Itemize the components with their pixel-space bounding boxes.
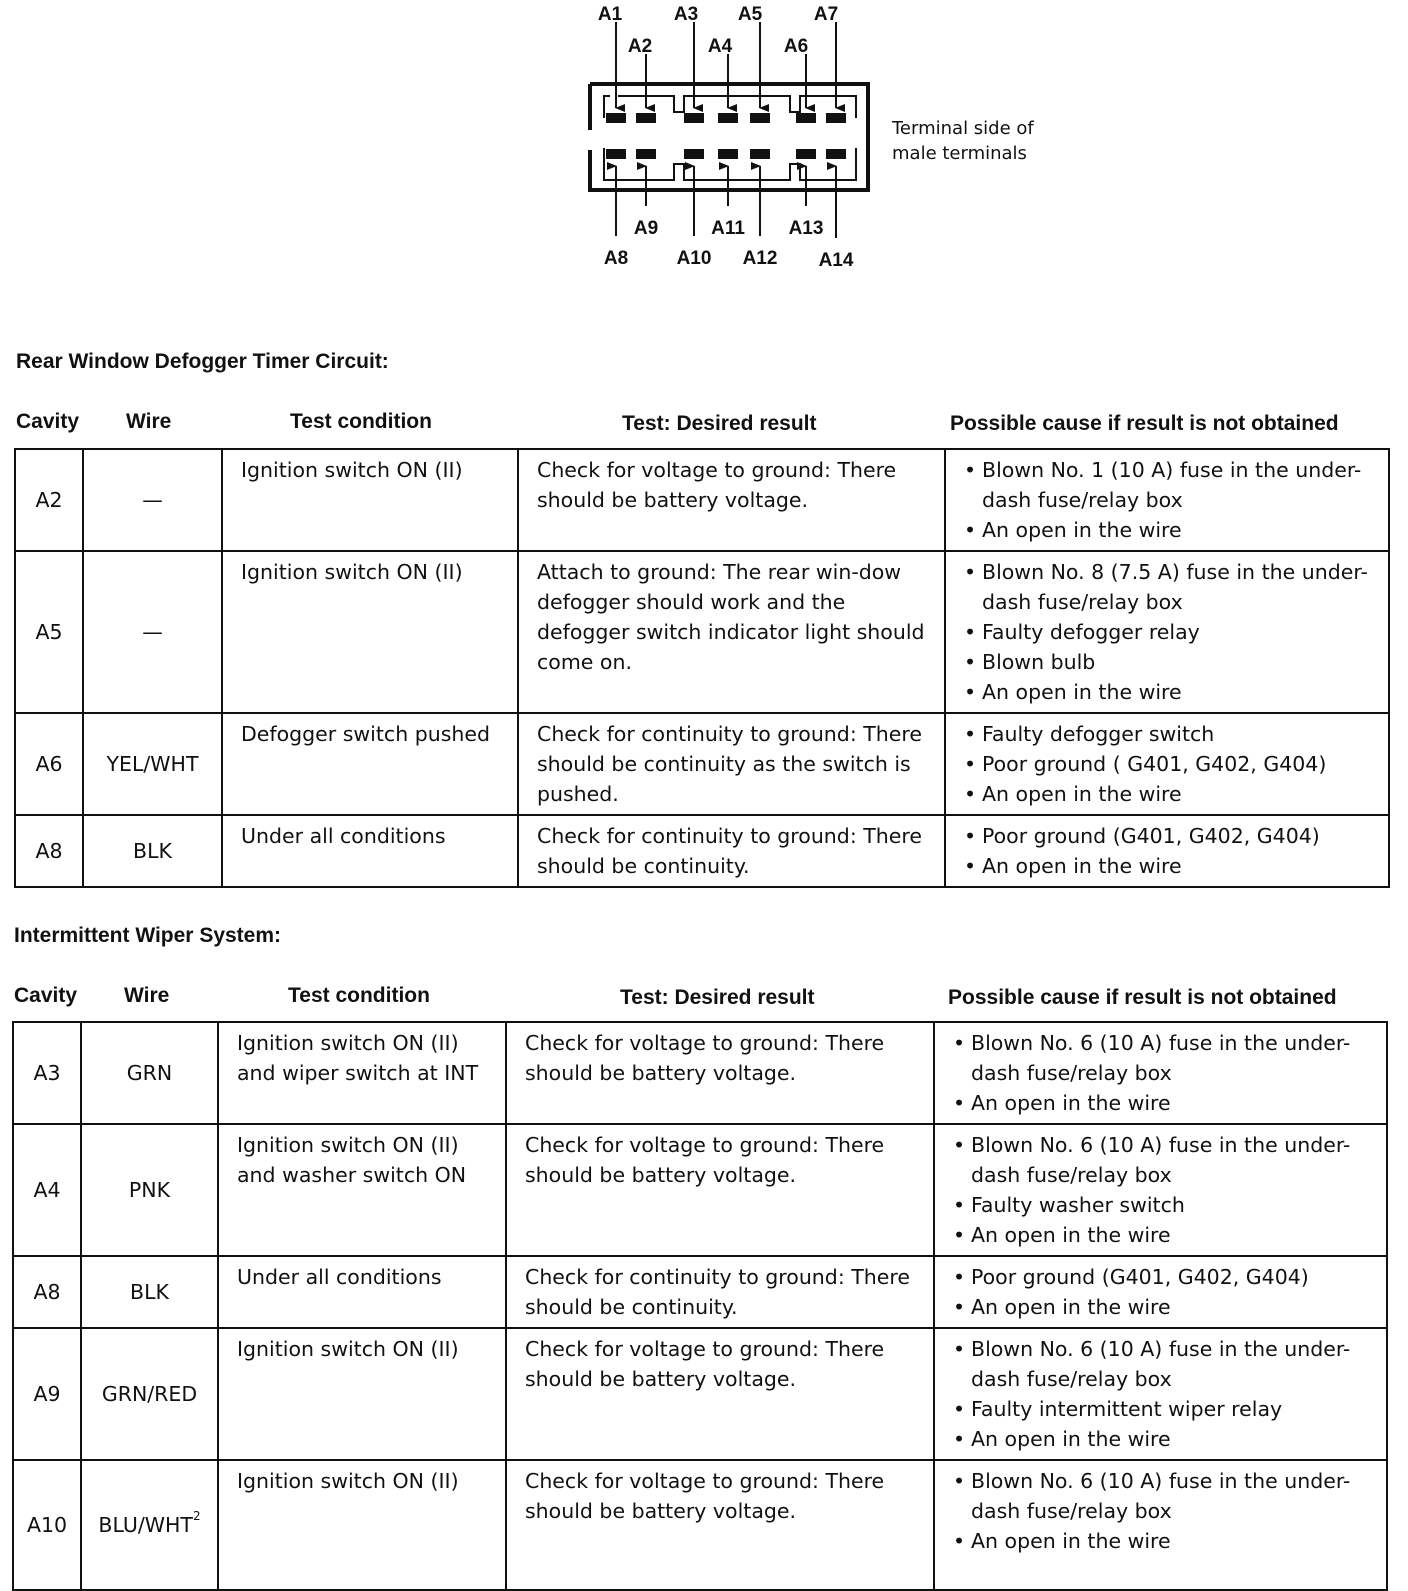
wire-cell: BLK xyxy=(81,1256,218,1328)
col-head-cavity: Cavity xyxy=(16,410,80,433)
result-cell: Attach to ground: The rear win-dow defogger should work and the defogger switch indicator light should come on. xyxy=(518,551,945,713)
condition-cell: Under all conditions xyxy=(222,815,518,887)
cause-list xyxy=(953,1028,1376,1118)
wire-cell: BLU/WHT$^2$ xyxy=(81,1460,218,1590)
pin-label-A5: A5 xyxy=(737,4,763,25)
table-row xyxy=(13,1460,1387,1590)
pin-label-A12: A12 xyxy=(742,248,778,269)
list-item: • An open in the wire xyxy=(964,779,1378,809)
pin-row-bottom xyxy=(606,149,846,159)
condition-cell: Ignition switch ON (II) and washer switch ON xyxy=(218,1124,506,1256)
col-head-causes: Possible cause if result is not obtained xyxy=(948,986,1337,1009)
pin-top-A7 xyxy=(826,113,846,123)
col-head-wire: Wire xyxy=(124,984,170,1007)
causes-cell xyxy=(934,1328,1387,1460)
causes-cell xyxy=(945,713,1389,815)
list-item: • Poor ground (G401, G402, G404) xyxy=(964,821,1378,851)
result-cell: Check for voltage to ground: There should be battery voltage. xyxy=(506,1124,934,1256)
cause-list xyxy=(953,1334,1376,1454)
col-head-cavity: Cavity xyxy=(14,984,78,1007)
table-row xyxy=(13,1256,1387,1328)
col-head-result: Test: Desired result xyxy=(620,986,815,1009)
pin-bottom-A11 xyxy=(718,149,738,159)
col-head-condition: Test condition xyxy=(288,984,430,1007)
result-cell: Check for continuity to ground: There should be continuity as the switch is pushed. xyxy=(518,713,945,815)
condition-cell: Ignition switch ON (II) xyxy=(222,551,518,713)
cause-list xyxy=(953,1466,1376,1556)
cause-list xyxy=(953,1262,1376,1322)
condition-cell: Ignition switch ON (II) and wiper switch at INT xyxy=(218,1022,506,1124)
pin-label-A8: A8 xyxy=(603,248,629,269)
table-row xyxy=(13,1022,1387,1124)
connector-diagram xyxy=(560,0,1080,280)
pin-top-A6 xyxy=(796,113,816,123)
pin-bottom-A10 xyxy=(684,149,704,159)
pin-label-A13: A13 xyxy=(788,218,824,239)
pin-label-A1: A1 xyxy=(597,4,623,25)
table-row xyxy=(13,1328,1387,1460)
causes-cell xyxy=(934,1124,1387,1256)
col-head-causes: Possible cause if result is not obtained xyxy=(950,412,1339,435)
result-cell: Check for voltage to ground: There should be battery voltage. xyxy=(518,449,945,551)
diagram-caption-line2: male terminals xyxy=(892,143,1027,164)
list-item: • Blown No. 1 (10 A) fuse in the under-dash fuse/relay box xyxy=(964,455,1378,515)
causes-cell xyxy=(945,449,1389,551)
wire-cell: — xyxy=(83,449,222,551)
condition-cell: Under all conditions xyxy=(218,1256,506,1328)
pin-label-A9: A9 xyxy=(633,218,659,239)
list-item: • Poor ground (G401, G402, G404) xyxy=(953,1262,1376,1292)
list-item: • Faulty washer switch xyxy=(953,1190,1376,1220)
pin-top-A3 xyxy=(684,113,704,123)
condition-cell: Ignition switch ON (II) xyxy=(218,1328,506,1460)
pin-label-A14: A14 xyxy=(818,250,854,271)
list-item: • Blown No. 6 (10 A) fuse in the under-dash fuse/relay box xyxy=(953,1466,1376,1526)
condition-cell: Ignition switch ON (II) xyxy=(218,1460,506,1590)
pin-bottom-A9 xyxy=(636,149,656,159)
cause-list xyxy=(964,557,1378,707)
list-item: • An open in the wire xyxy=(953,1220,1376,1250)
list-item: • Blown No. 6 (10 A) fuse in the under-dash fuse/relay box xyxy=(953,1334,1376,1394)
cavity-cell: A2 xyxy=(15,449,83,551)
causes-cell xyxy=(945,815,1389,887)
pin-labels xyxy=(598,4,854,271)
table-row xyxy=(15,551,1389,713)
defogger-table xyxy=(14,448,1390,888)
pin-label-A4: A4 xyxy=(707,36,733,57)
condition-cell: Defogger switch pushed xyxy=(222,713,518,815)
pin-label-A10: A10 xyxy=(676,248,712,269)
condition-cell: Ignition switch ON (II) xyxy=(222,449,518,551)
causes-cell xyxy=(934,1256,1387,1328)
table-row xyxy=(15,449,1389,551)
cause-list xyxy=(953,1130,1376,1250)
pin-top-A2 xyxy=(636,113,656,123)
list-item: • Blown No. 8 (7.5 A) fuse in the under-dash fuse/relay box xyxy=(964,557,1378,617)
col-head-condition: Test condition xyxy=(290,410,432,433)
list-item: • An open in the wire xyxy=(953,1088,1376,1118)
section-title-defogger: Rear Window Defogger Timer Circuit: xyxy=(16,350,389,373)
section-title-wiper: Intermittent Wiper System: xyxy=(14,924,282,947)
list-item: • Blown No. 6 (10 A) fuse in the under-dash fuse/relay box xyxy=(953,1028,1376,1088)
cavity-cell: A8 xyxy=(13,1256,81,1328)
pin-bottom-A12 xyxy=(750,149,770,159)
result-cell: Check for voltage to ground: There should be battery voltage. xyxy=(506,1460,934,1590)
cavity-cell: A9 xyxy=(13,1328,81,1460)
table-row xyxy=(13,1124,1387,1256)
cause-list xyxy=(964,719,1378,809)
wire-cell: GRN xyxy=(81,1022,218,1124)
result-cell: Check for voltage to ground: There should be battery voltage. xyxy=(506,1022,934,1124)
wire-cell: — xyxy=(83,551,222,713)
list-item: • An open in the wire xyxy=(953,1526,1376,1556)
list-item: • Blown bulb xyxy=(964,647,1378,677)
result-cell: Check for voltage to ground: There should be battery voltage. xyxy=(506,1328,934,1460)
pin-label-A7: A7 xyxy=(813,4,839,25)
pin-top-A1 xyxy=(606,113,626,123)
wire-cell: GRN/RED xyxy=(81,1328,218,1460)
cavity-cell: A4 xyxy=(13,1124,81,1256)
causes-cell xyxy=(934,1460,1387,1590)
pin-top-A4 xyxy=(718,113,738,123)
pin-bottom-A14 xyxy=(826,149,846,159)
wire-cell: YEL/WHT xyxy=(83,713,222,815)
list-item: • An open in the wire xyxy=(953,1292,1376,1322)
table-row xyxy=(15,815,1389,887)
connector-inner-outline xyxy=(604,96,856,180)
wiper-table xyxy=(12,1021,1388,1591)
wire-footnote: 2 xyxy=(192,1509,201,1523)
wire-cell: BLK xyxy=(83,815,222,887)
list-item: • Blown No. 6 (10 A) fuse in the under-dash fuse/relay box xyxy=(953,1130,1376,1190)
col-head-wire: Wire xyxy=(126,410,172,433)
list-item: • An open in the wire xyxy=(964,851,1378,881)
list-item: • An open in the wire xyxy=(964,677,1378,707)
causes-cell xyxy=(934,1022,1387,1124)
cause-list xyxy=(964,821,1378,881)
list-item: • Poor ground ( G401, G402, G404) xyxy=(964,749,1378,779)
result-cell: Check for continuity to ground: There should be continuity. xyxy=(518,815,945,887)
list-item: • An open in the wire xyxy=(953,1424,1376,1454)
list-item: • Faulty defogger relay xyxy=(964,617,1378,647)
pin-row-top xyxy=(606,113,846,123)
list-item: • Faulty defogger switch xyxy=(964,719,1378,749)
pin-bottom-A13 xyxy=(796,149,816,159)
list-item: • Faulty intermittent wiper relay xyxy=(953,1394,1376,1424)
diagram-caption-line1: Terminal side of xyxy=(892,118,1034,139)
pin-label-A2: A2 xyxy=(627,36,653,57)
pin-label-A11: A11 xyxy=(711,218,745,239)
result-cell: Check for continuity to ground: There should be continuity. xyxy=(506,1256,934,1328)
table-row xyxy=(15,713,1389,815)
wire-cell: PNK xyxy=(81,1124,218,1256)
col-head-result: Test: Desired result xyxy=(622,412,817,435)
pin-label-A3: A3 xyxy=(673,4,699,25)
pin-top-A5 xyxy=(750,113,770,123)
cavity-cell: A6 xyxy=(15,713,83,815)
cavity-cell: A5 xyxy=(15,551,83,713)
cavity-cell: A8 xyxy=(15,815,83,887)
cavity-cell: A3 xyxy=(13,1022,81,1124)
cause-list xyxy=(964,455,1378,545)
list-item: • An open in the wire xyxy=(964,515,1378,545)
pin-bottom-A8 xyxy=(606,149,626,159)
pin-label-A6: A6 xyxy=(783,36,809,57)
causes-cell xyxy=(945,551,1389,713)
cavity-cell: A10 xyxy=(13,1460,81,1590)
